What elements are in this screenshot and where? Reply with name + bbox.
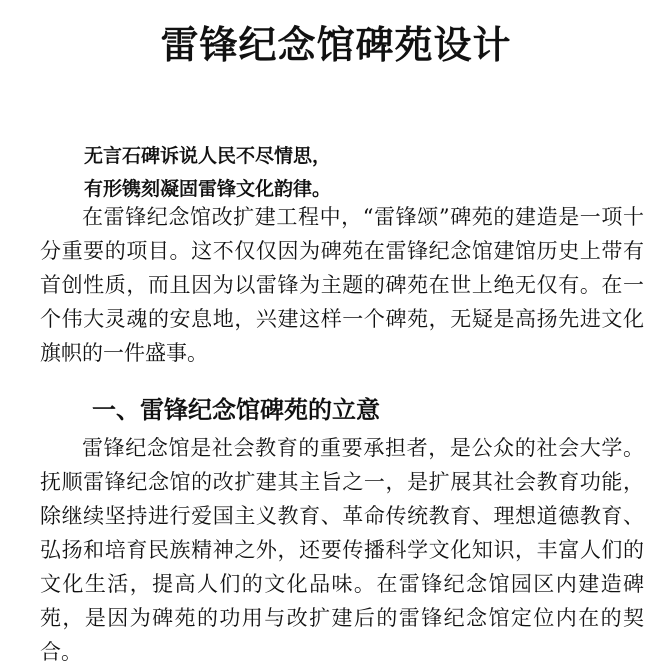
section-heading: 一、雷锋纪念馆碑苑的立意 <box>92 396 380 424</box>
section-paragraph: 雷锋纪念馆是社会教育的重要承担者，是公众的社会大学。抚顺雷锋纪念馆的改扩建其主旨之一，是扩展其社会教育功能，除继续坚持进行爱国主义教育、革命传统教育、理想道德教育、弘扬和培育民族精神之外，还要传播科学文化知识，丰富人们的文化生活，提高人们的文化品味。在雷锋纪念馆园区内建造碑苑，是因为碑苑的功用与改扩建后的雷锋纪念馆定位内在的契合。 <box>40 436 644 664</box>
poem-line-2: 有形镌刻凝固雷锋文化韵律。 <box>84 178 332 200</box>
poem-line-1: 无言石碑诉说人民不尽情思， <box>84 145 332 167</box>
intro-paragraph: 在雷锋纪念馆改扩建工程中，“雷锋颂”碑苑的建造是一项十分重要的项目。这不仅仅因为碑苑在雷锋纪念馆建馆历史上带有首创性质，而且因为以雷锋为主题的碑苑在世上绝无仅有。在一个伟大灵魂的安息地，兴建这样一个碑苑，无疑是高扬先进文化旗帜的一件盛事。 <box>40 205 644 365</box>
document-title: 雷锋纪念馆碑苑设计 <box>160 23 512 67</box>
